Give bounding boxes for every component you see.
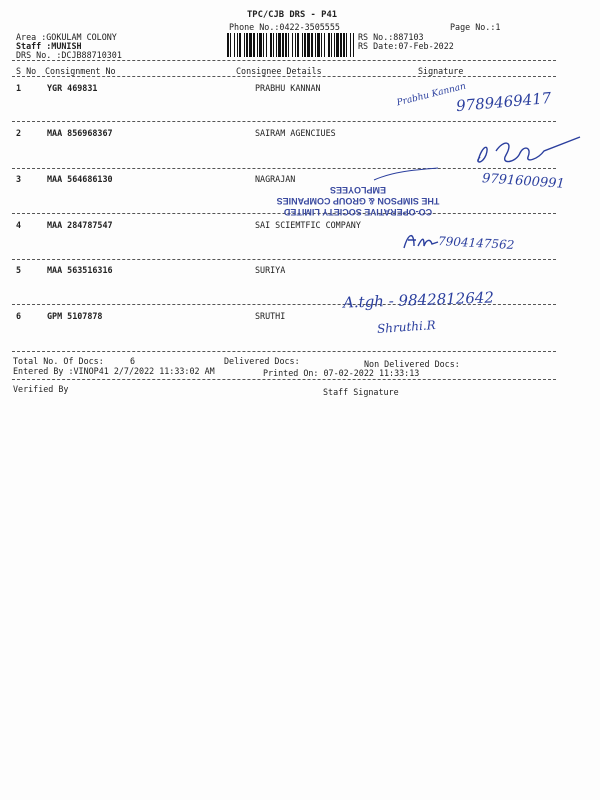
- divider: [12, 60, 556, 61]
- row-number: 3: [16, 174, 22, 184]
- staff-signature: Staff Signature: [323, 387, 399, 397]
- phone-number: Phone No.:0422-3505555: [229, 22, 340, 32]
- handwritten-signature: [400, 228, 440, 252]
- column-header-consignee: Consignee Details: [236, 66, 322, 76]
- row-divider: [12, 121, 556, 122]
- handwritten-name: Prabhu Kannan: [395, 81, 467, 109]
- consignee-name: SURIYA: [255, 265, 286, 275]
- consignee-name: NAGRAJAN: [255, 174, 296, 184]
- handwritten-phone: 9791600991: [481, 171, 566, 192]
- consignment-number: MAA 564686130: [47, 174, 113, 184]
- drs-number: DRS No. :DCJB88710301: [16, 50, 122, 60]
- consignee-name: SAIRAM AGENCIUES: [255, 128, 336, 138]
- society-stamp: CO-OPERATIVE SOCIETY LIMITED THE SIMPSON & GROUP COMPANIES EMPLOYEES: [276, 185, 440, 217]
- column-header-signature: Signature: [418, 66, 464, 76]
- handwritten-phone: 7904147562: [437, 234, 515, 252]
- total-docs-label: Total No. Of Docs:: [13, 356, 104, 366]
- row-divider: [12, 259, 556, 260]
- stamp-scribble: [372, 166, 442, 186]
- non-delivered-docs-label: Non Delivered Docs:: [364, 359, 460, 369]
- consignee-name: SAI SCIEMTFIC COMPANY: [255, 220, 361, 230]
- consignment-number: MAA 856968367: [47, 128, 113, 138]
- handwritten-note: A.tgh - 9842812642: [342, 288, 495, 312]
- row-number: 5: [16, 265, 22, 275]
- total-docs-value: 6: [130, 356, 136, 366]
- consignment-number: GPM 5107878: [47, 311, 103, 321]
- staff-label: Staff :MUNISH: [16, 41, 82, 51]
- row-number: 4: [16, 220, 22, 230]
- consignee-name: PRABHU KANNAN: [255, 83, 321, 93]
- area-label: Area :GOKULAM COLONY: [16, 32, 117, 42]
- consignment-number: MAA 563516316: [47, 265, 113, 275]
- rs-number: RS No.:887103: [358, 32, 424, 42]
- divider: [12, 76, 556, 77]
- divider: [12, 379, 556, 380]
- delivered-docs-label: Delivered Docs:: [224, 356, 300, 366]
- column-header-consignment: Consignment No: [45, 66, 116, 76]
- consignee-name: SRUTHI: [255, 311, 286, 321]
- document-title: TPC/CJB DRS - P41: [247, 10, 338, 20]
- handwritten-phone: 9789469417: [455, 88, 553, 116]
- row-number: 6: [16, 311, 22, 321]
- column-header-sno: S No: [16, 66, 37, 76]
- handwritten-signature: Shruthi.R: [376, 317, 437, 337]
- entered-by: Entered By :VINOP41 2/7/2022 11:33:02 AM: [13, 366, 215, 376]
- consignment-number: MAA 284787547: [47, 220, 113, 230]
- handwritten-signature: [468, 133, 598, 175]
- page-number: Page No.:1: [450, 22, 501, 32]
- row-divider: [12, 351, 556, 352]
- row-number: 1: [16, 83, 22, 93]
- printed-on: Printed On: 07-02-2022 11:33:13: [263, 368, 420, 378]
- barcode: [227, 33, 355, 57]
- consignment-number: YGR 469831: [47, 83, 98, 93]
- verified-by: Verified By: [13, 384, 69, 394]
- rs-date: RS Date:07-Feb-2022: [358, 41, 454, 51]
- row-number: 2: [16, 128, 22, 138]
